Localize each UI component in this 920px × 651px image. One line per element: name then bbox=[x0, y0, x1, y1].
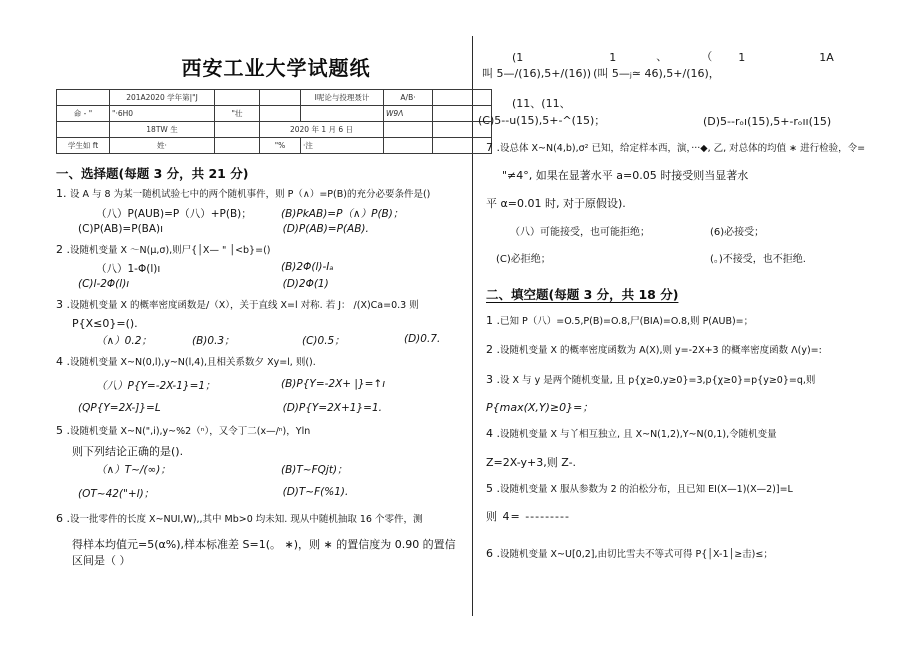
option-c: (C)0.5； bbox=[302, 334, 345, 347]
question-number: 4 . bbox=[56, 354, 70, 368]
exam-meta-table bbox=[56, 89, 492, 154]
fill-question-1 bbox=[486, 313, 910, 330]
question-7-stem-cont-2: 平 α=0.01 时, 对于原假设). bbox=[486, 196, 626, 210]
option-row bbox=[56, 333, 466, 348]
table-row bbox=[57, 106, 492, 122]
question-stem: 设 X 与 y 是两个随机变量, 且 p{χ≥0,y≥0}=3,p{χ≥0}=p{y≥0}=q,则 bbox=[500, 374, 816, 386]
question-number: 2 . bbox=[56, 242, 70, 256]
table-row bbox=[57, 122, 492, 138]
fill-question-3-cont: P{max(X,Y)≥0}=； bbox=[486, 401, 594, 414]
option-d-interval: (D)5--rₒı(15),5+-rₒıı(15) bbox=[703, 115, 832, 128]
meta-cell-academic-year: 201A2020 学年第|"J bbox=[110, 90, 215, 106]
question-stem: 设随机变量 X~U[0,2],由切比雪夫不等式可得 P{│X-1│≥击)≤； bbox=[500, 549, 773, 560]
question-number: 6 . bbox=[56, 511, 70, 525]
question-6-stem-cont: 得样本均值元=5(α%),样本标准差 S=1(。 ∗)，则 ∗ 的置信度为 0.90 的置信区间是（ ） bbox=[72, 538, 456, 567]
fill-question-3 bbox=[486, 372, 910, 389]
meta-cell bbox=[301, 106, 384, 122]
fragment-row-1 bbox=[486, 48, 910, 64]
meta-cell: "·6H0 bbox=[110, 106, 215, 122]
fragment-row-3 bbox=[486, 95, 910, 111]
option-row bbox=[56, 486, 466, 501]
meta-cell bbox=[215, 90, 260, 106]
question-stem: 设 A 与 8 为某一随机试验七中的两个随机事件，则 P（∧）=P(B)的充分必要条件是() bbox=[70, 189, 431, 200]
meta-cell: 18TW 生 bbox=[110, 122, 215, 138]
question-number: 5 . bbox=[486, 481, 500, 495]
question-stem: 设随机变量 X ～N(μ,σ),则尸{│X— " │<b}=() bbox=[70, 244, 271, 256]
option-c: (C)必拒绝； bbox=[496, 253, 551, 265]
fragment-1a: 1A bbox=[819, 51, 834, 64]
meta-cell bbox=[215, 138, 260, 154]
question-number: 3 . bbox=[486, 372, 500, 386]
option-row bbox=[486, 250, 910, 265]
option-row bbox=[56, 462, 466, 477]
option-d: (D)P{Y=2X+1}=1. bbox=[282, 402, 382, 414]
fragment-row-2 bbox=[482, 65, 910, 81]
meta-cell bbox=[57, 122, 110, 138]
question-7-stem-cont-1: "≠4°, 如果在显著水平 a=0.05 时接受则当显著水 bbox=[502, 168, 749, 182]
question-3-stem-cont: P{X≤0}=(). bbox=[72, 316, 138, 330]
fill-question-6 bbox=[486, 546, 910, 563]
option-a: （∧）0.2； bbox=[96, 334, 152, 347]
option-a: （八）1-Φ(l)ı bbox=[96, 263, 161, 275]
fragment-one-1: 1 bbox=[609, 51, 617, 64]
option-a-interval: 叫 5—/(16),5+/(16)) bbox=[482, 67, 592, 80]
question-number: 6 . bbox=[486, 547, 500, 560]
table-row bbox=[57, 138, 492, 154]
section-heading-fill-in-blank: 二、填空题(每题 3 分，共 18 分) bbox=[486, 286, 679, 302]
question-number: 7 . bbox=[486, 141, 500, 154]
question-stem: 设总体 X~N(4,b),σ² 已知，给定样本西，演，···◆, 乙, 对总体的均值 ∗ 进行检验，令= bbox=[500, 143, 866, 154]
question-number: 1 . bbox=[486, 313, 500, 327]
fragment-11-2: (11、 bbox=[541, 97, 571, 110]
question-4 bbox=[56, 354, 466, 371]
page-title: 西安工业大学试题纸 bbox=[181, 56, 371, 80]
option-row bbox=[56, 223, 466, 235]
section-heading-multiple-choice: 一、选择题(每题 3 分，共 21 分) bbox=[56, 166, 249, 181]
meta-cell: ·注 bbox=[301, 138, 384, 154]
fill-question-2 bbox=[486, 342, 910, 359]
meta-cell bbox=[260, 106, 301, 122]
question-stem: 设随机变量 X 服从参数为 2 的泊松分布，且已知 EI(X—1)(X—2)]=L bbox=[500, 483, 793, 495]
fragment-paren-1: (1 bbox=[512, 51, 524, 64]
meta-cell bbox=[260, 90, 301, 106]
question-7 bbox=[486, 140, 910, 157]
option-b-interval: (叫 5—ⱼ≃ 46),5+/(16)， bbox=[593, 67, 720, 80]
meta-cell: "壮 bbox=[215, 106, 260, 122]
meta-cell bbox=[433, 138, 492, 154]
option-d: (D)0.7. bbox=[404, 332, 441, 345]
fragment-comma: 、 bbox=[656, 50, 668, 63]
option-c-interval: (C)5--u(15),5+-^(15)； bbox=[478, 114, 606, 127]
option-b: (B)PkAB)=P（∧）P(B)； bbox=[281, 207, 404, 220]
option-b: (B)0.3； bbox=[192, 334, 235, 347]
option-row bbox=[486, 223, 910, 238]
question-stem: 设随机变量 X~N(",i),y~%2（ⁿ），又令丁二(x—/ⁿ)，Yln bbox=[70, 426, 311, 437]
fill-question-4 bbox=[486, 426, 910, 443]
table-row bbox=[57, 90, 492, 106]
question-5-stem-cont: 则下列结论正确的是(). bbox=[72, 444, 184, 458]
meta-cell bbox=[384, 122, 433, 138]
question-number: 2 . bbox=[486, 343, 500, 356]
question-3 bbox=[56, 297, 466, 314]
question-number: 5 . bbox=[56, 424, 70, 437]
meta-cell bbox=[384, 138, 433, 154]
option-b: (B)2Φ(l)-Iₐ bbox=[281, 261, 334, 273]
option-c: (C)l-2Φ(l)ı bbox=[78, 278, 130, 290]
fill-question-5 bbox=[486, 481, 910, 498]
option-c: (QP{Y=2X-]}=L bbox=[78, 402, 161, 414]
question-stem: 设随机变量 X 的概率密度函数是/（X），关于直线 X=l 对称. 若 J： /(X)Ca=0.3 则 bbox=[70, 300, 419, 311]
meta-cell: 命 - " bbox=[57, 106, 110, 122]
meta-cell-handwritten: W9Λ bbox=[384, 106, 433, 122]
option-a: （八）P{Y=-2X-1}=1； bbox=[96, 380, 216, 392]
question-stem: 设随机变量 X~N(0,l),y~N(l,4),且相关系数夕 Xy=l, 则(). bbox=[70, 356, 316, 368]
question-number: 3 . bbox=[56, 298, 70, 311]
option-b: (B)P{Y=-2X+ |}=↑ı bbox=[281, 378, 386, 390]
option-d: (D)2Φ(1) bbox=[282, 278, 329, 290]
question-6 bbox=[56, 511, 466, 528]
fragment-row-4 bbox=[478, 112, 910, 128]
option-d: (D)P(AB)=P(AB). bbox=[282, 222, 369, 235]
fill-question-5-cont: 则 4= --------- bbox=[486, 510, 570, 523]
option-a: （∧）T~/(∞)； bbox=[96, 463, 171, 476]
meta-cell-student-label: 学生如 ft bbox=[57, 138, 110, 154]
option-d: (。)不接受，也不拒绝. bbox=[710, 253, 806, 265]
meta-cell: "% bbox=[260, 138, 301, 154]
option-b: (B)T~FQjt)； bbox=[281, 463, 348, 476]
meta-cell bbox=[215, 122, 260, 138]
meta-cell-exam-date: 2020 年 1 月 6 日 bbox=[260, 122, 384, 138]
option-row bbox=[56, 278, 466, 290]
meta-cell bbox=[57, 90, 110, 106]
option-row bbox=[56, 261, 466, 276]
left-column bbox=[56, 40, 466, 571]
option-c: (C)P(AB)=P(BA)ı bbox=[78, 222, 164, 235]
meta-cell-paper-variant: A/B· bbox=[384, 90, 433, 106]
meta-cell bbox=[433, 90, 492, 106]
meta-cell-name-label: 姓· bbox=[110, 138, 215, 154]
question-stem: 已知 P（八）=O.5,P(B)=O.8,尸(BIA)=O.8,则 P(AUB)=； bbox=[500, 315, 754, 327]
question-1 bbox=[56, 186, 466, 203]
fragment-one-2: 1 bbox=[738, 51, 746, 64]
question-2 bbox=[56, 242, 466, 259]
fill-question-4-cont: Z=2X-y+3,则 Z-. bbox=[486, 455, 577, 469]
fragment-11-1: (11、 bbox=[512, 97, 542, 110]
question-5 bbox=[56, 423, 466, 440]
right-column bbox=[478, 40, 910, 566]
question-stem: 设一批零件的长度 X~NUI,W),,其中 Mb>0 均未知. 现从中随机抽取 16 个零件，测 bbox=[70, 513, 423, 525]
option-row bbox=[56, 402, 466, 414]
option-a: （八）P(AUB)=P（八）+P(B)； bbox=[96, 207, 252, 220]
option-a: （八）可能接受，也可能拒绝； bbox=[510, 226, 650, 238]
question-stem: 设随机变量 X 与丫相互独立, 且 X~N(1,2),Y~N(0,1),令随机变量 bbox=[500, 429, 777, 440]
question-number: 4 . bbox=[486, 427, 500, 440]
option-row bbox=[56, 378, 466, 393]
question-number: 1. bbox=[56, 187, 67, 200]
option-c: (OT~42("+l)； bbox=[78, 487, 155, 500]
option-d: (D)T~F(%1). bbox=[282, 485, 349, 498]
meta-cell-course-name: I呢论与投理聂计 bbox=[301, 90, 384, 106]
fragment-paren-2: （ bbox=[701, 50, 713, 63]
option-b: (6)必接受； bbox=[710, 226, 765, 238]
option-row bbox=[56, 206, 466, 221]
question-stem: 设随机变量 X 的概率密度函数为 A(X),则 y=-2X+3 的概率密度函数 Λ(y)=: bbox=[500, 345, 822, 356]
